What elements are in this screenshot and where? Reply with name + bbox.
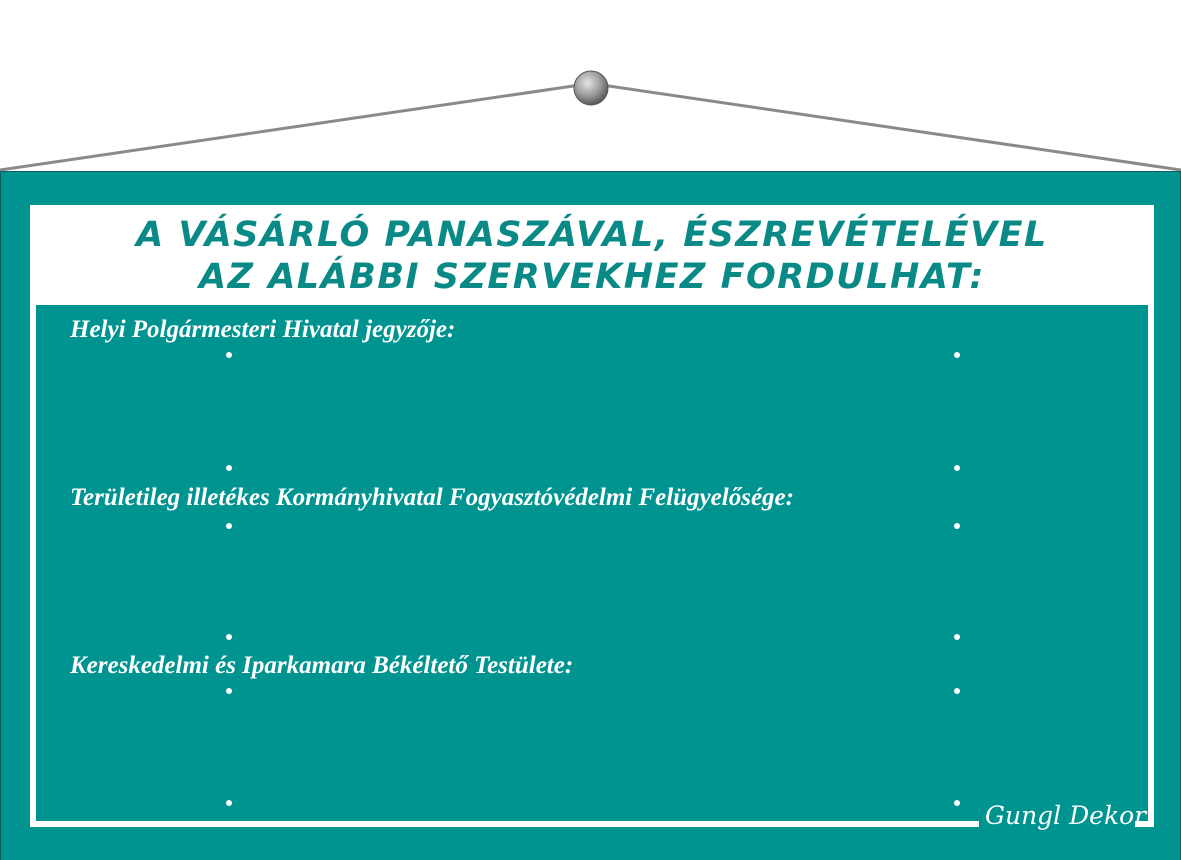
dot-marker [954, 465, 960, 471]
heading-line-2: AZ ALÁBBI SZERVEKHEZ FORDULHAT: [199, 257, 985, 297]
dot-marker [226, 634, 232, 640]
dot-marker [226, 465, 232, 471]
brand-logo-text: Gungl Dekor [979, 798, 1135, 834]
dot-marker [954, 523, 960, 529]
dot-marker [226, 800, 232, 806]
dot-marker [954, 688, 960, 694]
dot-marker [226, 352, 232, 358]
complaint-sign [0, 171, 1181, 860]
content-frame [30, 302, 1154, 827]
dot-marker [954, 352, 960, 358]
section-label-mayor-office: Helyi Polgármesteri Hivatal jegyzője: [70, 316, 456, 343]
heading-line-1: A VÁSÁRLÓ PANASZÁVAL, ÉSZREVÉTELÉVEL [136, 215, 1048, 255]
heading-panel [30, 205, 1154, 305]
dot-marker [226, 688, 232, 694]
hanging-string-and-pin [0, 0, 1181, 175]
section-label-chamber-of-commerce: Kereskedelmi és Iparkamara Békéltető Testülete: [70, 652, 574, 679]
dot-marker [954, 634, 960, 640]
string-right [602, 85, 1181, 170]
section-label-government-office: Területileg illetékes Kormányhivatal Fogyasztóvédelmi Felügyelősége: [70, 484, 794, 511]
dot-marker [226, 523, 232, 529]
pin-icon [574, 71, 608, 105]
dot-marker [954, 800, 960, 806]
string-left [0, 85, 580, 170]
